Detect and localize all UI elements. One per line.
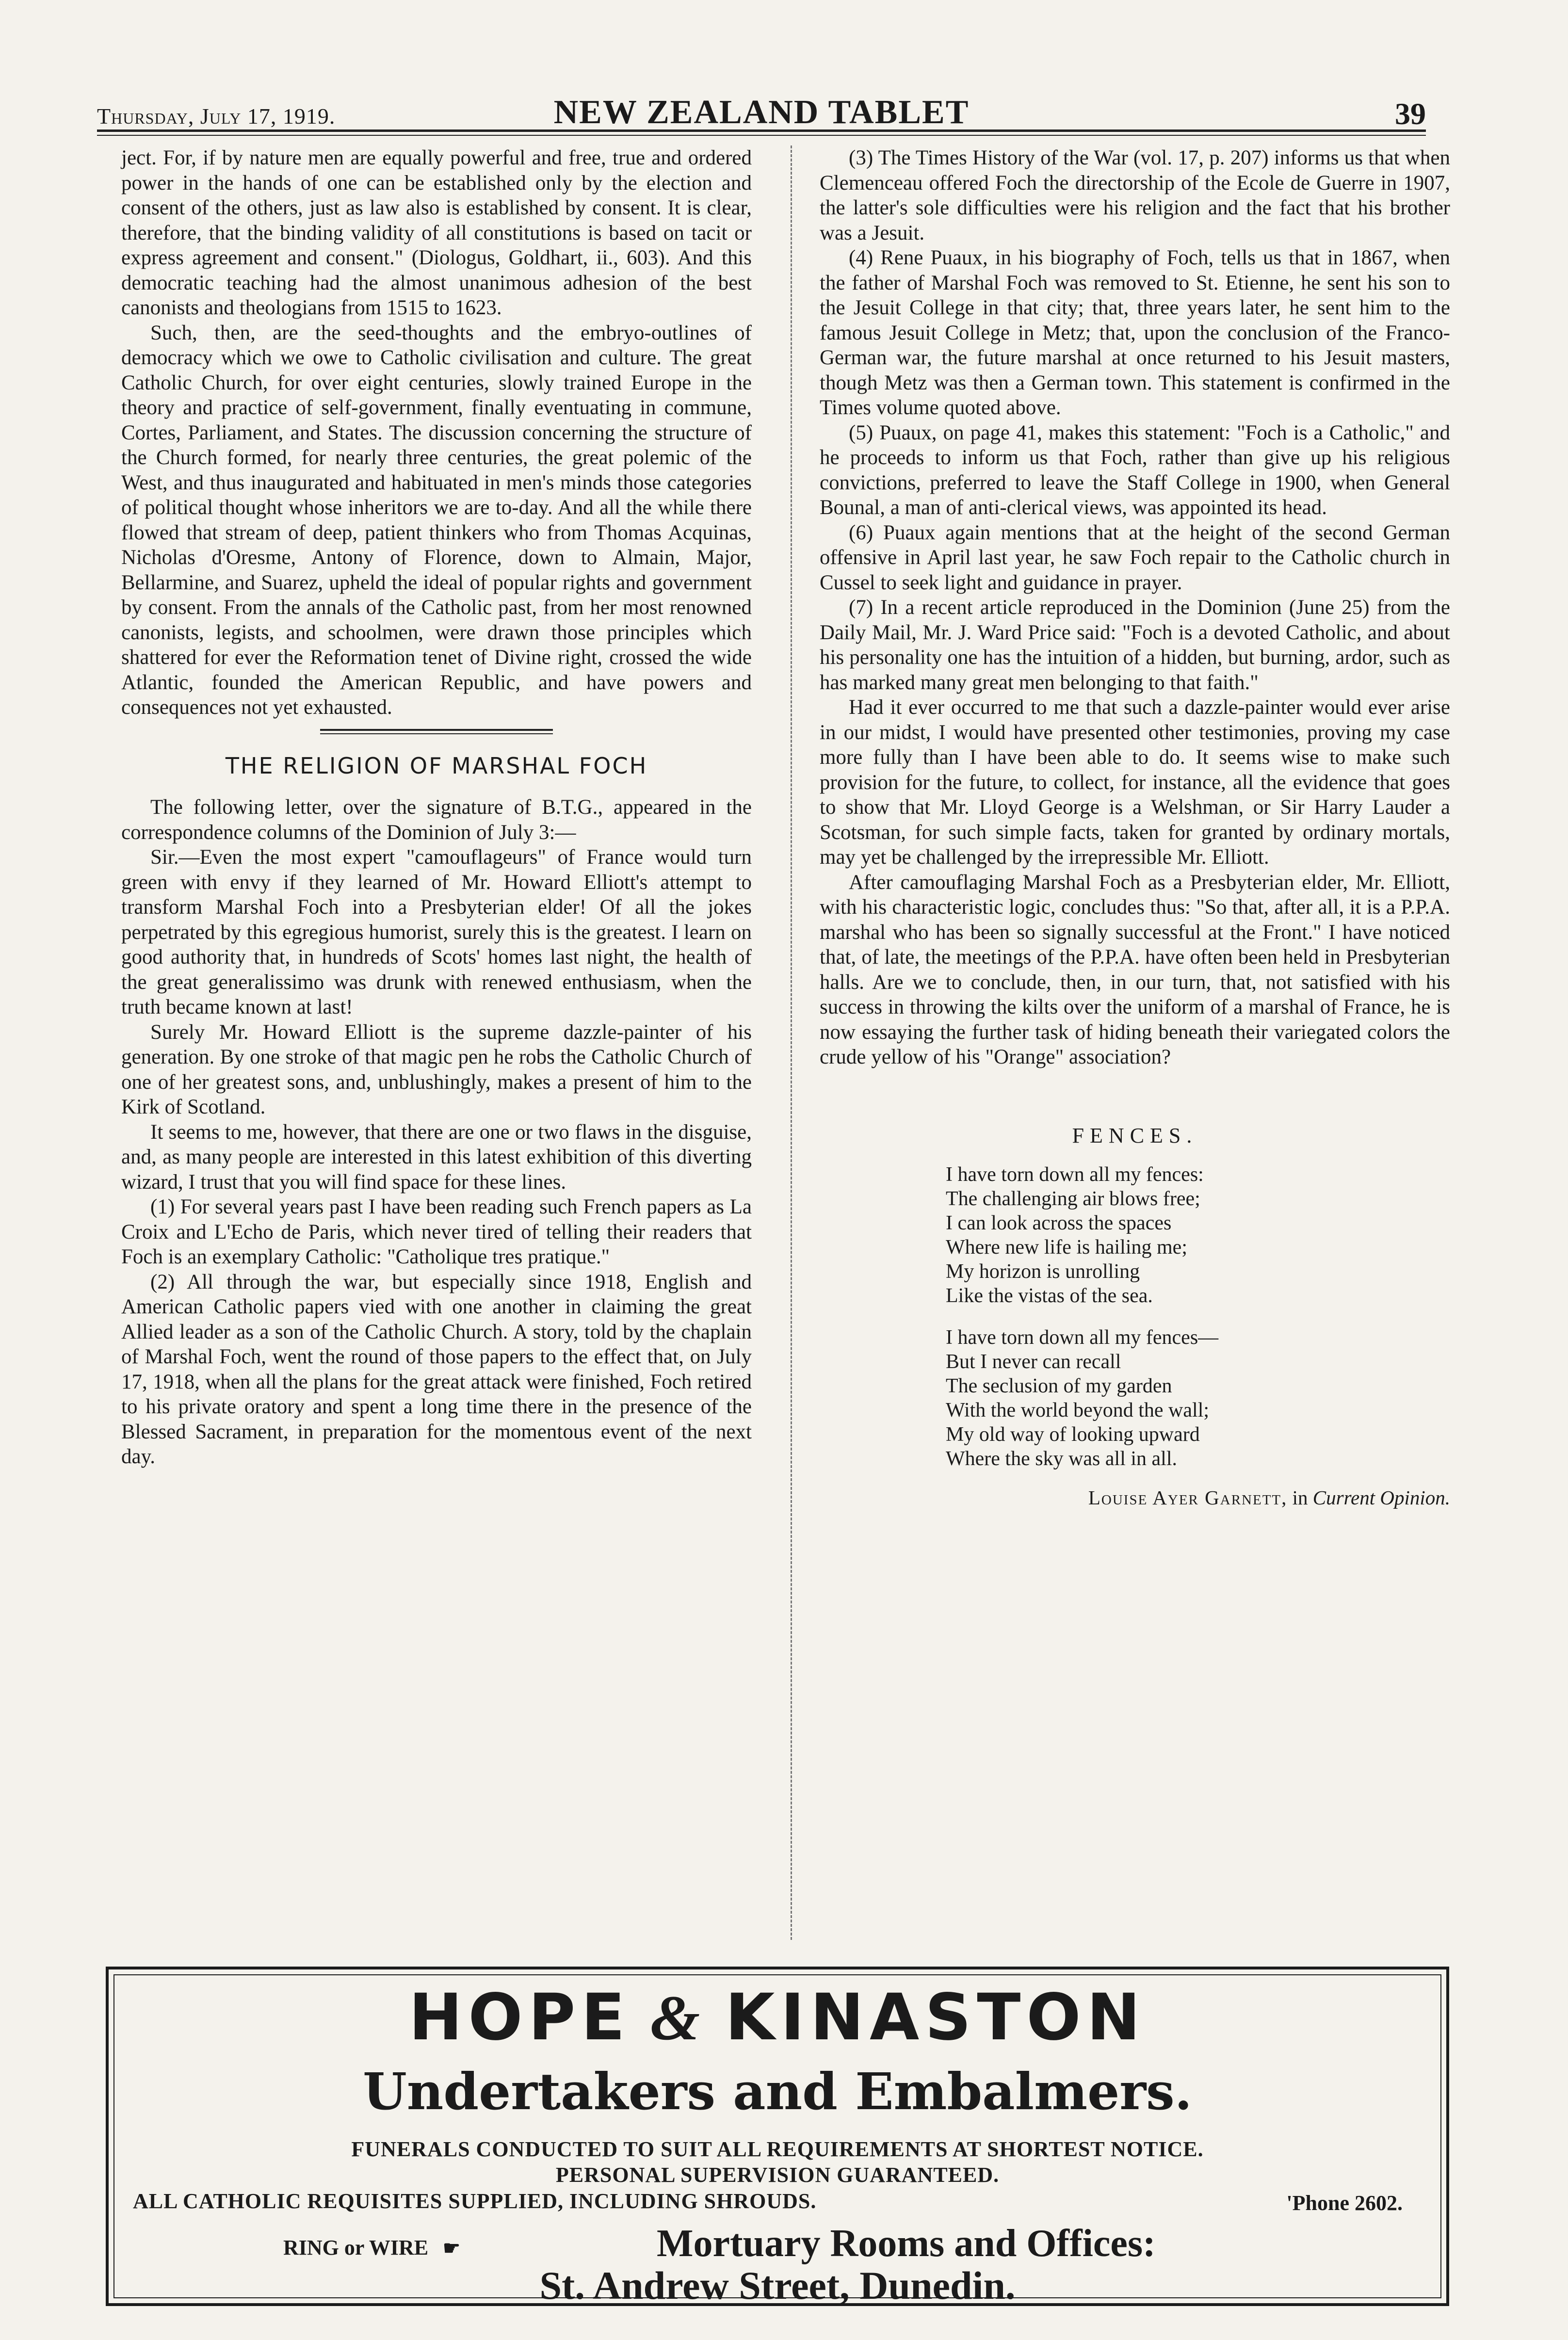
letter-paragraph: (7) In a recent article reproduced in the Dominion (June 25) from the Daily Mail, Mr. J. Ward Price said: "Foch is a devoted Catholic, and about his personality one has the intuition of a hidden, but burning, ardor, such as has marked many great men belonging to that faith." [820, 596, 1450, 694]
poem-line: Like the vistas of the sea. [946, 1285, 1153, 1307]
poem-line: With the world beyond the wall; [946, 1399, 1210, 1421]
letter-paragraph: (5) Puaux, on page 41, makes this statement: "Foch is a Catholic," and he proceeds to inform us that Foch, rather than give up his religious convictions, preferred to leave the Staff College in 1900, when General Bounal, a man of anti-clerical views, was appointed its head. [820, 421, 1450, 519]
ad-ampersand: & [650, 1982, 706, 2053]
poem-stanza [946, 1162, 1450, 1308]
poem-line: The seclusion of my garden [946, 1375, 1172, 1397]
letter-paragraph: The following letter, over the signature of B.T.G., appeared in the correspondence columns of the Dominion of July 3:— [121, 796, 752, 844]
poem-line: I can look across the spaces [946, 1212, 1172, 1234]
letter-paragraph: (2) All through the war, but especially since 1918, English and American Catholic papers vied with one another in claiming the great Allied leader as a son of the Catholic Church. A story, told by the chaplain of Marshal Foch, went the round of those papers to the effect that, on July 17, 1918, when all the plans for the great attack were finished, Foch retired to his private oratory and spent a long time there in the presence of the Blessed Sacrament, in preparation for the momentous event of the next day. [121, 1270, 752, 1468]
poem-line: My horizon is unrolling [946, 1260, 1140, 1283]
letter-paragraph: (3) The Times History of the War (vol. 17, p. 207) informs us that when Clemenceau offered Foch the directorship of the Ecole de Guerre in 1907, the latter's sole difficulties were his religion and the fact that his brother was a Jesuit. [820, 146, 1450, 244]
section-separator [320, 729, 553, 734]
letter-paragraph: After camouflaging Marshal Foch as a Presbyterian elder, Mr. Elliott, with his characteristic logic, concludes thus: "So that, after all, it is a P.P.A. marshal who has been so signally successful at the Front." I have noticed that, of late, the meetings of the P.P.A. have often been held in Presbyterian halls. Are we to conclude, then, in our turn, that, not satisfied with his success in throwing the kilts over the uniform of a marshal of France, he is now essaying the further task of hiding beneath their variegated colors the crude yellow of his "Orange" association? [820, 871, 1450, 1068]
ad-phone: 'Phone 2602. [1286, 2191, 1403, 2215]
right-column [820, 145, 1450, 1511]
poem-line: My old way of looking upward [946, 1423, 1200, 1446]
letter-paragraph: Had it ever occurred to me that such a dazzle-painter would ever arise in our midst, I would have presented other testimonies, proving my case more fully than I have been able to do. It seems wise to make such provision for the future, to collect, for instance, all the evidence that goes to show that Mr. Lloyd George is a Welshman, or Sir Harry Lauder a Scotsman, for such simple facts, taken for granted by ordinary mortals, may yet be challenged by the irrepressible Mr. Elliott. [820, 696, 1450, 869]
poem-line: I have torn down all my fences— [946, 1326, 1219, 1349]
poem [946, 1162, 1450, 1471]
letter-paragraph: (6) Puaux again mentions that at the height of the second German offensive in April last year, he saw Foch repair to the Catholic church in Cussel to seek light and guidance in prayer. [820, 521, 1450, 594]
letter-paragraph: (1) For several years past I have been reading such French papers as La Croix and L'Echo de Paris, which never tired of telling their readers that Foch is an exemplary Catholic: "Catholique tres pratique." [121, 1195, 752, 1268]
poem-line: I have torn down all my fences: [946, 1163, 1204, 1186]
ad-mortuary: Mortuary Rooms and Offices: [657, 2222, 1156, 2265]
left-column [121, 145, 752, 1469]
ad-line-funerals: FUNERALS CONDUCTED TO SUIT ALL REQUIREMENTS AT SHORTEST NOTICE. [351, 2137, 1204, 2161]
letter-paragraph: Surely Mr. Howard Elliott is the supreme dazzle-painter of his generation. By one stroke of that magic pen he robs the Catholic Church of one of her greatest sons, and, unblushingly, makes a present of him to the Kirk of Scotland. [121, 1020, 752, 1118]
ad-name-left: HOPE [408, 1980, 631, 2055]
ad-ring-label: RING or WIRE [283, 2236, 429, 2259]
section-title: THE RELIGION OF MARSHAL FOCH [225, 752, 648, 779]
poem-line: Where new life is hailing me; [946, 1236, 1187, 1259]
header-rule [97, 129, 1426, 136]
poem-line: Where the sky was all in all. [946, 1448, 1178, 1470]
poem-source-prefix: in [1292, 1486, 1308, 1509]
ad-name-right: KINASTON [725, 1980, 1147, 2055]
poem-stanza [946, 1325, 1450, 1471]
letter-paragraph: It seems to me, however, that there are one or two flaws in the disguise, and, as many people are interested in this latest exhibition of this diverting wizard, I trust that you will find space for these lines. [121, 1120, 752, 1194]
letter-paragraph: (4) Rene Puaux, in his biography of Foch, tells us that in 1867, when the father of Marshal Foch was removed to St. Etienne, he sent his son to the Jesuit College in that city; that, three years later, he sent him to the famous Jesuit College in Metz; that, upon the conclusion of the Franco-German war, the future marshal at once returned to his Jesuit masters, though Metz was then a German town. This statement is confirmed in the Times volume quoted above. [820, 246, 1450, 419]
ad-line-requisites: ALL CATHOLIC REQUISITES SUPPLIED, INCLUDING SHROUDS. [133, 2189, 817, 2213]
header-title: NEW ZEALAND TABLET [553, 94, 970, 131]
poem-title: FENCES. [1072, 1123, 1198, 1147]
poem-credit [820, 1485, 1450, 1511]
ad-business-name [109, 1980, 1446, 2055]
poem-line: The challenging air blows free; [946, 1188, 1200, 1210]
column-divider [791, 145, 792, 1940]
article-paragraph: ject. For, if by nature men are equally powerful and free, true and ordered power in the hands of one can be established only by the election and consent of the others, just as law also is established by consent. It is clear, therefore, that the binding validity of all constitutions is based on tacit or express agreement and consent." (Diologus, Goldhart, ii., 603). And this democratic teaching had the almost unanimous adhesion of the best canonists and theologians from 1515 to 1623. [121, 146, 752, 319]
poem-source: Current Opinion. [1312, 1486, 1450, 1509]
ad-trade: Undertakers and Embalmers. [363, 2062, 1192, 2121]
poem-line: But I never can recall [946, 1351, 1121, 1373]
header-date: Thursday, July 17, 1919. [97, 104, 336, 129]
ad-line-supervision: PERSONAL SUPERVISION GUARANTEED. [555, 2163, 1000, 2187]
page-header [97, 82, 1426, 136]
page-number: 39 [1395, 97, 1426, 131]
ad-address: St. Andrew Street, Dunedin. [539, 2263, 1016, 2308]
advertisement [106, 1967, 1449, 2306]
letter-paragraph: Sir.—Even the most expert "camouflageurs" of France would turn green with envy if they learned of Mr. Howard Elliott's attempt to transform Marshal Foch into a Presbyterian elder! Of all the jokes perpetrated by this egregious humorist, surely this is the greatest. I learn on good authority that, in hundreds of Scots' homes last night, the health of the great generalissimo was drunk with renewed enthusiasm, when the truth became known at last! [121, 846, 752, 1018]
ad-ring-or-wire [283, 2235, 475, 2260]
article-paragraph: Such, then, are the seed-thoughts and the embryo-outlines of democracy which we owe to Catholic civilisation and culture. The great Catholic Church, for over eight centuries, slowly trained Europe in the theory and practice of self-government, finally eventuating in commune, Cortes, Parliament, and States. The discussion concerning the structure of the Church formed, for nearly three centuries, the great polemic of the West, and thus inaugurated and habituated in men's minds those categories of political thought whose inheritors we are to-day. And all the while there flowed that stream of deep, patient thinkers who from Thomas Acquinas, Nicholas d'Oresme, Antony of Florence, down to Almain, Major, Bellarmine, and Suarez, upheld the ideal of popular rights and government by consent. From the annals of the Catholic past, from her most renowned canonists, legists, and schoolmen, were drawn those principles which shattered for ever the Reformation tenet of Divine right, crossed the wide Atlantic, founded the American Republic, and have powers and consequences not yet exhausted. [121, 321, 752, 719]
pointing-hand-icon: ☛ [443, 2237, 460, 2259]
poem-author: Louise Ayer Garnett, [1088, 1486, 1288, 1509]
